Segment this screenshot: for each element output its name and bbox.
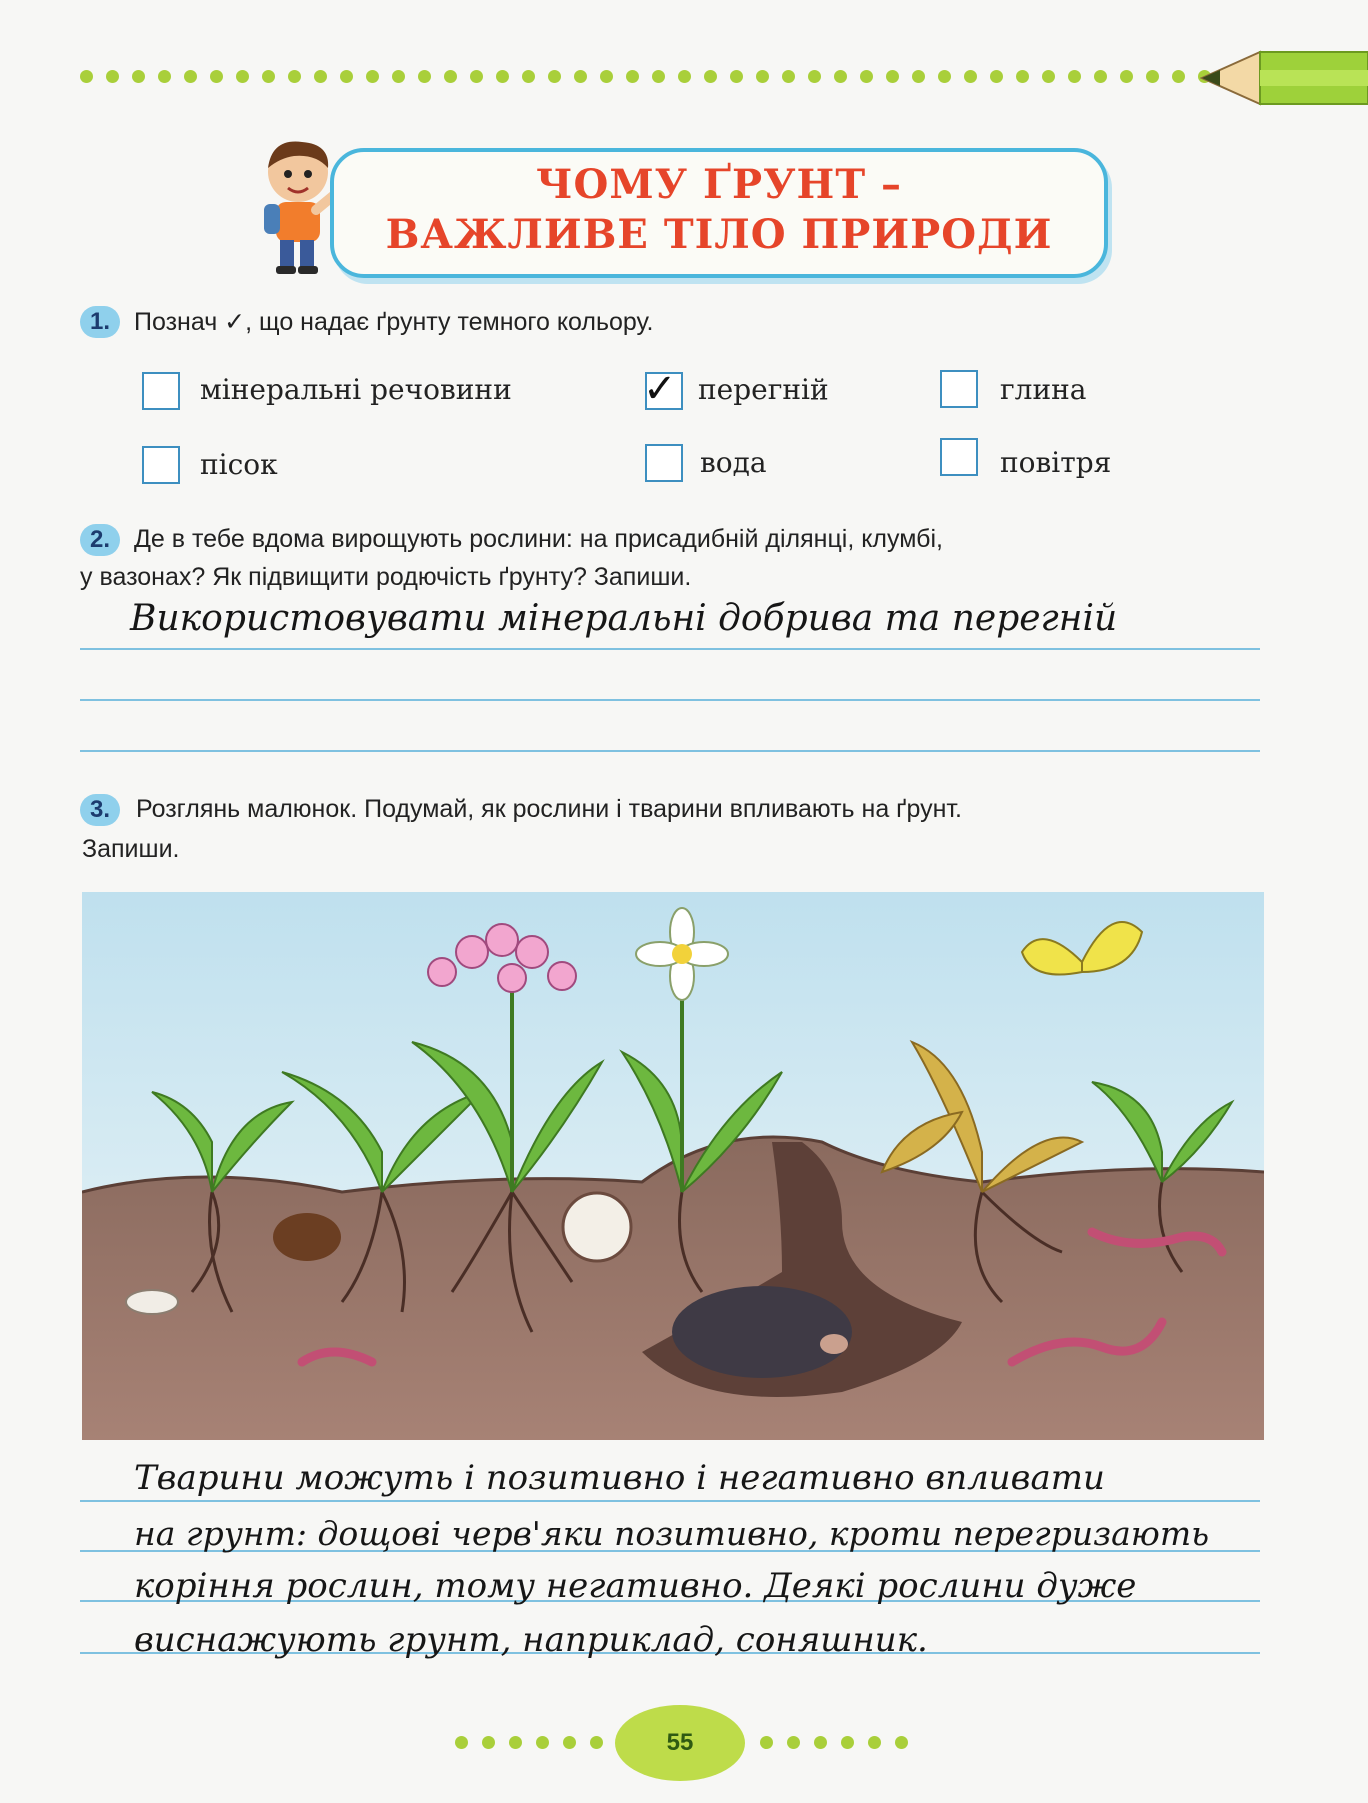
task-2-prompt-line-2: у вазонах? Як підвищити родючість ґрунту? Запиши. [80,563,692,591]
option-6-label: повітря [1000,446,1112,479]
title-line-2: ВАЖЛИВЕ ТІЛО ПРИРОДИ [385,211,1053,258]
bottom-dot-divider-left [455,1736,603,1749]
checkbox-option-1[interactable] [142,372,180,410]
option-3-label: глина [1000,373,1087,406]
task-2-answer[interactable]: Використовувати мінеральні добрива та перегній [130,598,1118,639]
pencil-icon [1200,42,1368,114]
option-4-label: пісок [200,448,278,481]
page-number: 55 [615,1705,745,1781]
answer-line [80,648,1260,650]
top-dot-divider [80,70,1263,83]
option-5-label: вода [700,446,767,479]
checkbox-option-5[interactable] [645,444,683,482]
bottom-dot-divider-right [760,1736,908,1749]
task-3-answer-line-4[interactable]: виснажують грунт, наприклад, соняшник. [134,1620,928,1660]
task-2-prompt-line-1: Де в тебе вдома вирощують рослини: на присадибній ділянці, клумбі, [134,525,943,553]
soil-life-illustration [82,892,1264,1440]
task-3-prompt-line-2: Запиши. [82,835,180,863]
checkbox-option-4[interactable] [142,446,180,484]
option-1-label: мінеральні речовини [200,373,512,406]
option-2-label: перегній [698,373,829,406]
task-2-number: 2. [80,524,120,556]
task-1-number: 1. [80,306,120,338]
title-line-1: ЧОМУ ҐРУНТ – [535,161,903,208]
task-3-answer-line-3[interactable]: коріння рослин, тому негативно. Деякі рослини дуже [134,1566,1137,1606]
lesson-title-box [330,148,1108,278]
task-3-prompt-line-1: Розглянь малюнок. Подумай, як рослини і тварини впливають на ґрунт. [136,795,963,823]
answer-line [80,1500,1260,1502]
answer-line [80,699,1260,701]
task-3-answer-line-1[interactable]: Тварини можуть і позитивно і негативно впливати [134,1458,1105,1498]
checkbox-option-6[interactable] [940,438,978,476]
checkbox-option-3[interactable] [940,370,978,408]
task-3-answer-line-2[interactable]: на грунт: дощові черв'яки позитивно, кроти перегризають [134,1514,1210,1553]
answer-line [80,750,1260,752]
check-mark-icon: ✓ [643,366,677,412]
task-1-prompt: Познач ✓, що надає ґрунту темного кольору. [134,308,654,336]
task-3-number: 3. [80,794,120,826]
